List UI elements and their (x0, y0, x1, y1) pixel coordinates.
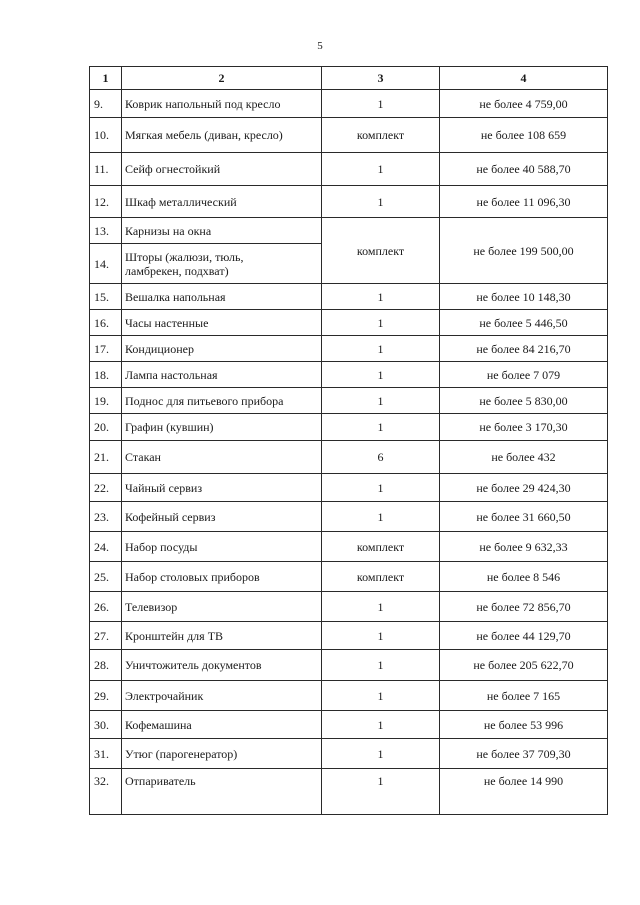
items-table (89, 66, 608, 815)
row-number: 13. (90, 218, 122, 244)
item-name: Отпариватель (122, 769, 322, 815)
item-price: не более 11 096,30 (440, 186, 608, 218)
row-number: 32. (90, 769, 122, 815)
item-quantity: 1 (322, 681, 440, 711)
item-name: Чайный сервиз (122, 474, 322, 502)
row-number: 26. (90, 592, 122, 622)
table-row (90, 502, 608, 532)
table-row (90, 769, 608, 815)
item-name: Поднос для питьевого прибора (122, 388, 322, 414)
item-quantity: комплект (322, 562, 440, 592)
row-number: 9. (90, 90, 122, 118)
item-name: Шкаф металлический (122, 186, 322, 218)
item-price: не более 8 546 (440, 562, 608, 592)
item-quantity: 1 (322, 414, 440, 441)
row-number: 19. (90, 388, 122, 414)
table-row (90, 186, 608, 218)
row-number: 30. (90, 711, 122, 739)
item-quantity: 1 (322, 186, 440, 218)
item-name: Электрочайник (122, 681, 322, 711)
row-number: 28. (90, 650, 122, 681)
item-price: не более 31 660,50 (440, 502, 608, 532)
table-row (90, 218, 608, 244)
row-number: 15. (90, 284, 122, 310)
item-quantity: 1 (322, 769, 440, 815)
row-number: 24. (90, 532, 122, 562)
item-price: не более 53 996 (440, 711, 608, 739)
row-number: 29. (90, 681, 122, 711)
table-row (90, 90, 608, 118)
table-header-row (90, 67, 608, 90)
table-row (90, 336, 608, 362)
item-price: не более 10 148,30 (440, 284, 608, 310)
table-row (90, 474, 608, 502)
table-row (90, 681, 608, 711)
item-quantity: 1 (322, 502, 440, 532)
item-name: Мягкая мебель (диван, кресло) (122, 118, 322, 153)
item-quantity: 6 (322, 441, 440, 474)
table-row (90, 650, 608, 681)
table-row (90, 118, 608, 153)
item-price: не более 7 165 (440, 681, 608, 711)
item-name-line: ламбрекен, подхват) (125, 263, 229, 278)
row-number: 22. (90, 474, 122, 502)
table-row (90, 622, 608, 650)
item-quantity: 1 (322, 474, 440, 502)
item-quantity: 1 (322, 362, 440, 388)
row-number: 31. (90, 739, 122, 769)
item-price: не более 44 129,70 (440, 622, 608, 650)
header-col-3: 3 (322, 67, 440, 90)
item-name: Кофейный сервиз (122, 502, 322, 532)
item-price: не более 40 588,70 (440, 153, 608, 186)
table-row (90, 441, 608, 474)
item-name: Кондиционер (122, 336, 322, 362)
table-row (90, 414, 608, 441)
item-name: Лампа настольная (122, 362, 322, 388)
row-number: 25. (90, 562, 122, 592)
item-name: Телевизор (122, 592, 322, 622)
item-price: не более 37 709,30 (440, 739, 608, 769)
item-quantity: 1 (322, 739, 440, 769)
item-name: Кронштейн для ТВ (122, 622, 322, 650)
item-name: Коврик напольный под кресло (122, 90, 322, 118)
item-price: не более 84 216,70 (440, 336, 608, 362)
row-number: 23. (90, 502, 122, 532)
item-name: Карнизы на окна (122, 218, 322, 244)
table-row (90, 739, 608, 769)
table-row (90, 284, 608, 310)
item-price: не более 205 622,70 (440, 650, 608, 681)
item-price: не более 72 856,70 (440, 592, 608, 622)
table-row (90, 711, 608, 739)
table-row (90, 362, 608, 388)
header-col-4: 4 (440, 67, 608, 90)
item-quantity: 1 (322, 153, 440, 186)
item-quantity: 1 (322, 310, 440, 336)
item-price: не более 108 659 (440, 118, 608, 153)
item-name: Кофемашина (122, 711, 322, 739)
item-quantity: комплект (322, 218, 440, 284)
item-quantity: 1 (322, 622, 440, 650)
item-price: не более 199 500,00 (440, 218, 608, 284)
item-name: Стакан (122, 441, 322, 474)
table-row (90, 592, 608, 622)
row-number: 27. (90, 622, 122, 650)
item-name: Вешалка напольная (122, 284, 322, 310)
item-price: не более 7 079 (440, 362, 608, 388)
item-price: не более 14 990 (440, 769, 608, 815)
row-number: 20. (90, 414, 122, 441)
item-quantity: 1 (322, 90, 440, 118)
item-quantity: 1 (322, 592, 440, 622)
row-number: 12. (90, 186, 122, 218)
item-quantity: комплект (322, 532, 440, 562)
item-price: не более 9 632,33 (440, 532, 608, 562)
item-name: Часы настенные (122, 310, 322, 336)
item-price: не более 4 759,00 (440, 90, 608, 118)
item-name: Графин (кувшин) (122, 414, 322, 441)
item-price: не более 5 830,00 (440, 388, 608, 414)
row-number: 16. (90, 310, 122, 336)
item-name (122, 244, 322, 284)
table-row (90, 310, 608, 336)
item-price: не более 29 424,30 (440, 474, 608, 502)
item-name: Сейф огнестойкий (122, 153, 322, 186)
item-price: не более 432 (440, 441, 608, 474)
row-number: 14. (90, 244, 122, 284)
row-number: 17. (90, 336, 122, 362)
item-quantity: 1 (322, 650, 440, 681)
item-name-line: Шторы (жалюзи, тюль, (125, 249, 244, 264)
header-col-2: 2 (122, 67, 322, 90)
item-quantity: комплект (322, 118, 440, 153)
table-row (90, 388, 608, 414)
item-name: Набор столовых приборов (122, 562, 322, 592)
item-name: Набор посуды (122, 532, 322, 562)
row-number: 11. (90, 153, 122, 186)
page-number: 5 (317, 40, 323, 52)
row-number: 18. (90, 362, 122, 388)
item-price: не более 5 446,50 (440, 310, 608, 336)
row-number: 10. (90, 118, 122, 153)
item-name: Утюг (парогенератор) (122, 739, 322, 769)
table-row (90, 153, 608, 186)
table-row (90, 562, 608, 592)
item-price: не более 3 170,30 (440, 414, 608, 441)
item-quantity: 1 (322, 388, 440, 414)
table-row (90, 532, 608, 562)
item-name: Уничтожитель документов (122, 650, 322, 681)
item-quantity: 1 (322, 711, 440, 739)
row-number: 21. (90, 441, 122, 474)
item-quantity: 1 (322, 284, 440, 310)
header-col-1: 1 (90, 67, 122, 90)
item-quantity: 1 (322, 336, 440, 362)
